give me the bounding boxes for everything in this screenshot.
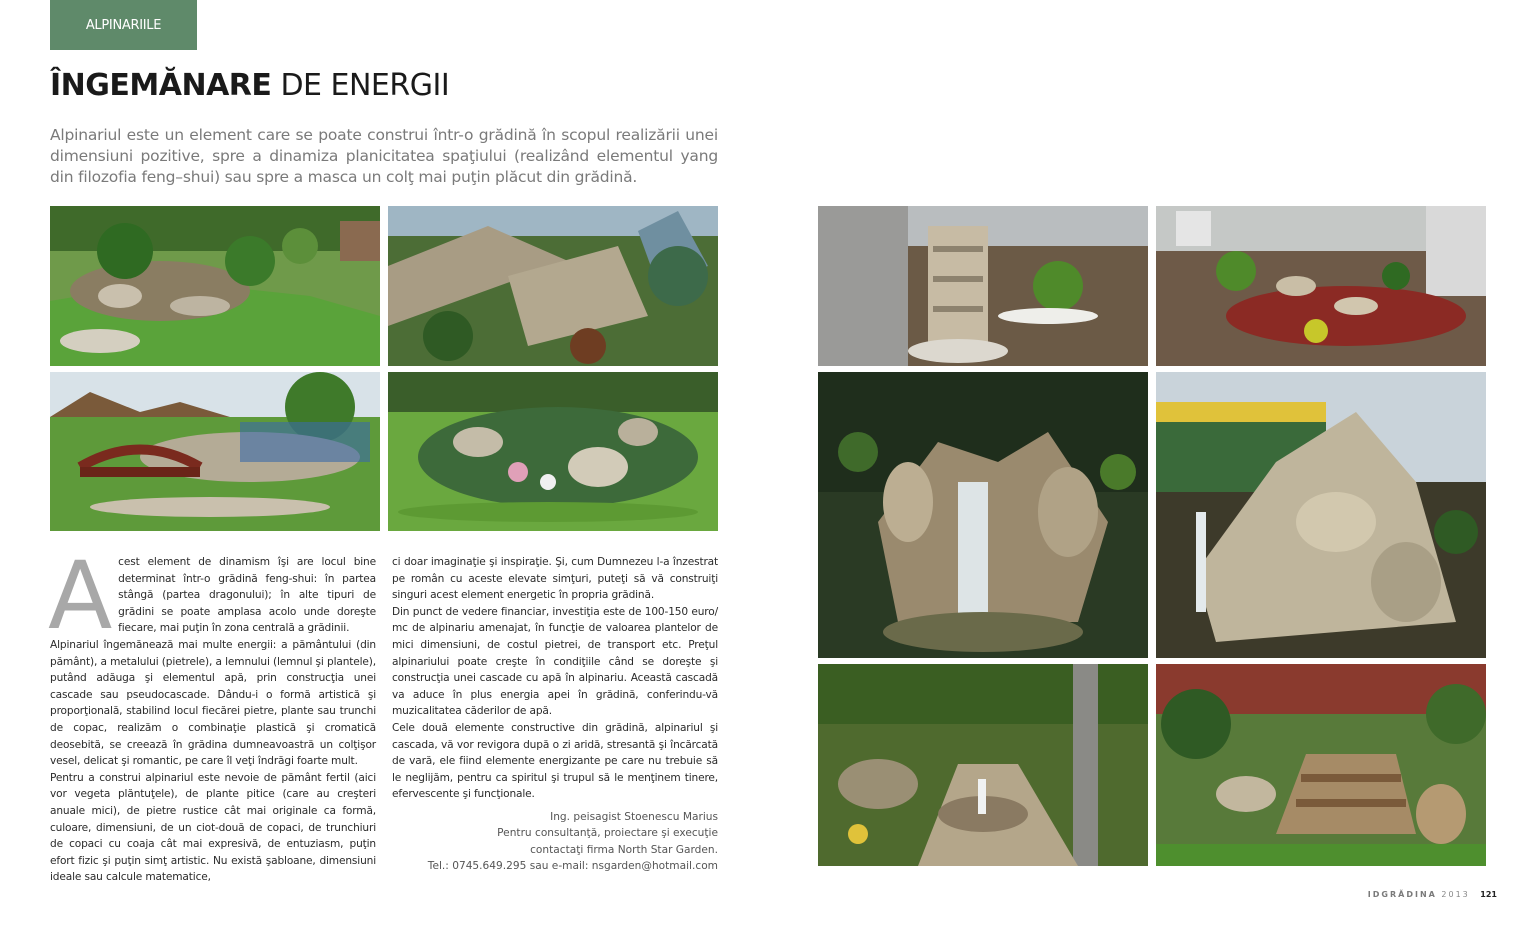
photo-stone-steps-wall xyxy=(818,206,1148,366)
signature-line: Pentru consultanţă, proiectare şi execuţie xyxy=(497,827,718,840)
page-title xyxy=(50,66,449,106)
lead-paragraph: Alpinariul este un element care se poate construi într-o grădină în scopul realizării unei dimensiuni pozitive, spre a dinamiza planicitatea spaţiului (realizând elementul yang din filozofia feng–shui) sau spre a masca un colţ mai puţin plăcut din grădină. xyxy=(50,126,718,186)
article-column-2 xyxy=(392,554,718,875)
article-paragraph: Pentru a construi alpinariul este nevoie de pământ fertil (aici vor vegeta plăntuţele), de plante pitice (care au creşteri anuale mici), de pietre rustice cât mai originale ca formă, culoare, dimensiuni, de un ciot-două de copaci, de trunchiuri de copaci cu coaja cât mai expresivă, de entuziasm, puţin efort fizic şi puţin simţ artistic. Nu există şabloane, dimensiuni ideale sau calcule matematice, xyxy=(50,771,376,884)
article-paragraph: cest element de dinamism îşi are locul bine determinat într-o grădină feng-shui: în partea stângă (partea dragonului); în alte tipuri de grădini se poate amplasa acolo unde doreşte fiecare, mai puţin în zona centrală a grădinii. xyxy=(118,556,376,635)
article-paragraph: Cele două elemente constructive din grădină, alpinariul şi cascada, vă vor revigora după o zi aridă, stresantă şi încărcată de vară, ele fiind elemente energizante pe care nu trebuie să le neglijăm, pentru ca spiritul şi trupul să le menţinem tinere, efervescente şi funcţionale. xyxy=(392,721,718,801)
photo-flowering-rockery xyxy=(388,372,718,531)
photo-waterfall-pond xyxy=(818,372,1148,658)
article-paragraph: Din punct de vedere financiar, investiţia este de 100-150 euro/ mc de alpinariu amenajat, în funcţie de valoarea plantelor de mici dimensiuni, de costul pietrei, de transport etc. Preţul alpinariului poate creşte în condiţiile când se doreşte şi construcţia unei cascade cu apă în alpinariu. Această cascadă va aduce în plus energia apei în grădină, conferindu-vă muzicalitatea căderilor de apă. xyxy=(392,605,718,718)
article-column-1 xyxy=(48,542,376,886)
page-footer xyxy=(1368,890,1497,899)
author-signature xyxy=(392,809,718,875)
photo-rockery-red-mulch xyxy=(1156,206,1486,366)
section-tag: ALPINARIILE xyxy=(50,0,197,50)
photo-red-bridge-rockery xyxy=(50,372,380,531)
photo-stone-path-fountain xyxy=(818,664,1148,866)
drop-cap: A xyxy=(48,542,113,651)
article-paragraph: ci doar imaginaţie şi inspiraţie. Şi, cum Dumnezeu l-a înzestrat pe român cu aceste elevate simţuri, puteţi să vă construiţi singuri acest element energetic în propria grădină. xyxy=(392,556,718,602)
signature-author: Ing. peisagist Stoenescu Marius xyxy=(550,810,718,823)
page-number: 121 xyxy=(1480,890,1497,899)
signature-contact: Tel.: 0745.649.295 sau e-mail: nsgarden@hotmail.com xyxy=(427,860,718,873)
photo-wooden-steps-rockery xyxy=(1156,664,1486,866)
article-paragraph: Alpinariul îngemănează mai multe energii: a pământului (din pământ), a metalului (pietrele), a lemnului (lemnul şi plantele), putând adăuga şi elementul apă, prin construcţia unei cascade sau pseudocascade. Dându-i o formă artistică şi proporţională, stabilind locul fiecărei pietre, plante sau trunchi de copac, realizăm o combinaţie plastică şi cromatică deosebită, se creează în grădina dumneavoastră un colţişor vesel, delicat şi romantic, pe care îl veţi îndrăgi foarte mult. xyxy=(50,638,376,768)
photo-cafe-rock-fountain xyxy=(1156,372,1486,658)
signature-line: contactaţi firma North Star Garden. xyxy=(530,843,718,856)
title-bold: ÎNGEMĂNARE xyxy=(50,68,272,103)
photo-rock-slope-conifers xyxy=(388,206,718,366)
title-rest: DE ENERGII xyxy=(280,68,450,103)
issue-year: 2013 xyxy=(1441,890,1470,899)
photo-rock-garden-lawn xyxy=(50,206,380,366)
magazine-name: IDGRĂDINA xyxy=(1367,890,1437,899)
